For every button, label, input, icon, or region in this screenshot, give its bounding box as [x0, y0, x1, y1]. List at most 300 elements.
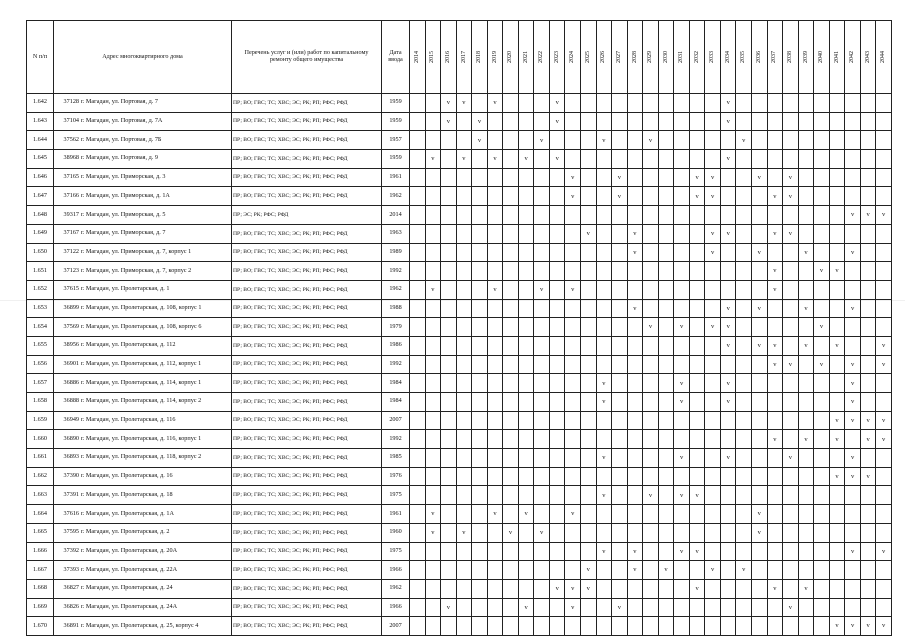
- schedule-cell-2038: [783, 505, 799, 524]
- schedule-cell-2043: [860, 523, 876, 542]
- schedule-cell-2020: [503, 224, 519, 243]
- schedule-cell-2030: [658, 187, 674, 206]
- checkmark: v: [773, 286, 777, 294]
- schedule-cell-2024: [565, 112, 581, 131]
- schedule-cell-2023: [549, 224, 565, 243]
- schedule-cell-2022: [534, 374, 550, 393]
- address-cell: [54, 374, 232, 393]
- schedule-cell-2017: [456, 579, 472, 598]
- schedule-cell-2044: [876, 318, 892, 337]
- schedule-cell-2042: [845, 486, 861, 505]
- checkmark: v: [648, 323, 653, 331]
- schedule-cell-2035: [736, 150, 752, 169]
- schedule-cell-2036: [752, 131, 768, 150]
- schedule-cell-2038: [783, 224, 799, 243]
- schedule-cell-2019: [487, 617, 503, 636]
- schedule-cell-2020: [503, 262, 519, 281]
- schedule-cell-2037: [767, 598, 783, 617]
- schedule-cell-2037: [767, 280, 783, 299]
- schedule-cell-2017: [456, 206, 472, 225]
- services-cell: ПР; ВО; ГВС; ТС; ХВС; ЭС; РК; РП; РФС; РФД: [232, 542, 382, 561]
- schedule-cell-2044: [876, 336, 892, 355]
- schedule-cell-2040: [814, 355, 830, 374]
- schedule-cell-2039: [798, 243, 814, 262]
- table-row: [27, 131, 892, 150]
- schedule-cell-2033: [705, 187, 721, 206]
- schedule-cell-2031: [674, 598, 690, 617]
- schedule-cell-2040: [814, 542, 830, 561]
- house-code: 36886: [63, 378, 79, 386]
- checkmark: v: [773, 267, 777, 275]
- schedule-cell-2022: [534, 561, 550, 580]
- schedule-cell-2017: [456, 467, 472, 486]
- schedule-cell-2042: [845, 430, 861, 449]
- schedule-cell-2043: [860, 561, 876, 580]
- schedule-cell-2030: [658, 505, 674, 524]
- schedule-cell-2016: [441, 168, 457, 187]
- address-text: г. Магадан, ул. Пролетарская, д. 1: [81, 285, 170, 293]
- schedule-cell-2039: [798, 542, 814, 561]
- year-label: 2016: [445, 51, 451, 63]
- house-code: 36901: [63, 360, 79, 367]
- schedule-cell-2036: [752, 579, 768, 598]
- schedule-cell-2026: [596, 467, 612, 486]
- schedule-cell-2022: [534, 243, 550, 262]
- schedule-cell-2014: [410, 318, 426, 337]
- schedule-cell-2037: [767, 617, 783, 636]
- schedule-cell-2024: [565, 617, 581, 636]
- header-year-2037: [767, 21, 783, 94]
- schedule-cell-2028: [627, 318, 643, 337]
- schedule-cell-2015: [425, 393, 441, 412]
- schedule-cell-2026: [596, 374, 612, 393]
- schedule-cell-2034: [720, 206, 736, 225]
- schedule-cell-2027: [612, 187, 628, 206]
- schedule-cell-2023: [549, 206, 565, 225]
- schedule-cell-2044: [876, 168, 892, 187]
- schedule-cell-2017: [456, 411, 472, 430]
- schedule-cell-2038: [783, 542, 799, 561]
- services-cell: ПР; ВО; ГВС; ТС; ХВС; ЭС; РК; РП; РФС; РФД: [232, 280, 382, 299]
- schedule-cell-2041: [829, 224, 845, 243]
- schedule-cell-2019: [487, 94, 503, 113]
- schedule-cell-2016: [441, 542, 457, 561]
- schedule-cell-2035: [736, 131, 752, 150]
- house-code: 37166: [63, 191, 79, 199]
- house-code: 39317: [63, 210, 79, 218]
- schedule-cell-2039: [798, 617, 814, 636]
- schedule-cell-2015: [425, 318, 441, 337]
- house-code: 37393: [63, 565, 79, 573]
- schedule-cell-2020: [503, 505, 519, 524]
- year-built-cell: 2014: [382, 206, 410, 225]
- schedule-cell-2036: [752, 224, 768, 243]
- table-row: [27, 262, 892, 281]
- schedule-cell-2033: [705, 299, 721, 318]
- address-text: г. Магадан, ул. Портовая, д. 9: [81, 154, 158, 162]
- schedule-cell-2021: [518, 280, 534, 299]
- schedule-cell-2037: [767, 430, 783, 449]
- address-text: г. Магадан, ул. Портовая, д. 7А: [81, 117, 163, 125]
- schedule-cell-2025: [581, 355, 597, 374]
- schedule-cell-2039: [798, 187, 814, 206]
- row-number: 1.643: [27, 112, 54, 131]
- schedule-cell-2038: [783, 430, 799, 449]
- schedule-cell-2015: [425, 187, 441, 206]
- schedule-cell-2030: [658, 579, 674, 598]
- schedule-cell-2025: [581, 187, 597, 206]
- schedule-cell-2020: [503, 243, 519, 262]
- schedule-cell-2030: [658, 542, 674, 561]
- year-built-cell: 1984: [382, 374, 410, 393]
- year-built-cell: 1966: [382, 561, 410, 580]
- schedule-cell-2027: [612, 523, 628, 542]
- schedule-cell-2033: [705, 430, 721, 449]
- schedule-cell-2032: [689, 318, 705, 337]
- schedule-cell-2027: [612, 430, 628, 449]
- schedule-cell-2027: [612, 94, 628, 113]
- schedule-cell-2026: [596, 355, 612, 374]
- schedule-cell-2030: [658, 430, 674, 449]
- address-cell: [54, 411, 232, 430]
- schedule-cell-2024: [565, 94, 581, 113]
- schedule-cell-2037: [767, 224, 783, 243]
- checkmark: v: [555, 99, 559, 107]
- house-code: 37165: [63, 173, 79, 181]
- schedule-cell-2034: [720, 542, 736, 561]
- services-cell: ПР; ВО; ГВС; ТС; ХВС; ЭС; РК; РП; РФС; РФД: [232, 467, 382, 486]
- schedule-cell-2041: [829, 374, 845, 393]
- schedule-cell-2036: [752, 449, 768, 468]
- schedule-cell-2037: [767, 467, 783, 486]
- row-number: 1.667: [27, 561, 54, 580]
- checkmark: v: [819, 360, 824, 368]
- checkmark: v: [555, 117, 559, 125]
- schedule-cell-2022: [534, 579, 550, 598]
- table-row: [27, 598, 892, 617]
- table-row: [27, 411, 892, 430]
- row-number: 1.648: [27, 206, 54, 225]
- year-built-cell: 1957: [382, 131, 410, 150]
- row-number: 1.662: [27, 467, 54, 486]
- schedule-cell-2025: [581, 318, 597, 337]
- schedule-cell-2029: [643, 243, 659, 262]
- schedule-cell-2025: [581, 505, 597, 524]
- schedule-cell-2027: [612, 262, 628, 281]
- services-cell: ПР; ВО; ГВС; ТС; ХВС; ЭС; РК; РП; РФС; РФД: [232, 617, 382, 636]
- schedule-cell-2032: [689, 243, 705, 262]
- schedule-cell-2036: [752, 336, 768, 355]
- schedule-cell-2040: [814, 393, 830, 412]
- schedule-cell-2035: [736, 542, 752, 561]
- schedule-cell-2038: [783, 598, 799, 617]
- page-fold-line: [0, 300, 905, 301]
- schedule-cell-2027: [612, 579, 628, 598]
- schedule-cell-2044: [876, 505, 892, 524]
- schedule-cell-2027: [612, 486, 628, 505]
- schedule-cell-2020: [503, 598, 519, 617]
- schedule-cell-2022: [534, 187, 550, 206]
- schedule-cell-2030: [658, 486, 674, 505]
- schedule-cell-2040: [814, 467, 830, 486]
- schedule-cell-2044: [876, 224, 892, 243]
- checkmark: v: [711, 173, 715, 181]
- schedule-cell-2014: [410, 393, 426, 412]
- row-number: 1.651: [27, 262, 54, 281]
- schedule-cell-2024: [565, 150, 581, 169]
- address-cell: [54, 355, 232, 374]
- schedule-cell-2043: [860, 411, 876, 430]
- schedule-cell-2026: [596, 523, 612, 542]
- schedule-cell-2015: [425, 374, 441, 393]
- checkmark: v: [726, 304, 730, 312]
- schedule-cell-2015: [425, 486, 441, 505]
- schedule-cell-2017: [456, 336, 472, 355]
- schedule-cell-2018: [472, 523, 488, 542]
- schedule-cell-2039: [798, 598, 814, 617]
- address-cell: [54, 449, 232, 468]
- table-row: [27, 112, 892, 131]
- schedule-cell-2042: [845, 449, 861, 468]
- address-text: г. Магадан, ул. Пролетарская, д. 20А: [81, 546, 178, 554]
- schedule-cell-2015: [425, 542, 441, 561]
- house-code: 37391: [63, 490, 79, 498]
- schedule-cell-2016: [441, 112, 457, 131]
- schedule-cell-2018: [472, 374, 488, 393]
- schedule-cell-2029: [643, 336, 659, 355]
- schedule-cell-2023: [549, 243, 565, 262]
- schedule-cell-2025: [581, 299, 597, 318]
- checkmark: v: [757, 529, 761, 537]
- schedule-cell-2016: [441, 262, 457, 281]
- schedule-cell-2016: [441, 131, 457, 150]
- schedule-cell-2024: [565, 542, 581, 561]
- schedule-cell-2030: [658, 336, 674, 355]
- table-row: [27, 467, 892, 486]
- schedule-cell-2015: [425, 430, 441, 449]
- house-code: 37128: [63, 98, 79, 106]
- schedule-cell-2039: [798, 299, 814, 318]
- schedule-cell-2019: [487, 150, 503, 169]
- address-cell: [54, 318, 232, 337]
- schedule-cell-2020: [503, 523, 519, 542]
- schedule-cell-2023: [549, 94, 565, 113]
- year-label: 2022: [538, 51, 545, 63]
- schedule-cell-2018: [472, 262, 488, 281]
- schedule-cell-2030: [658, 224, 674, 243]
- schedule-cell-2038: [783, 467, 799, 486]
- checkmark: v: [773, 192, 777, 200]
- schedule-cell-2016: [441, 561, 457, 580]
- schedule-cell-2027: [612, 617, 628, 636]
- schedule-cell-2024: [565, 243, 581, 262]
- schedule-cell-2033: [705, 523, 721, 542]
- schedule-cell-2043: [860, 262, 876, 281]
- services-cell: ПР; ВО; ГВС; ТС; ХВС; ЭС; РК; РП; РФС; РФД: [232, 299, 382, 318]
- schedule-cell-2017: [456, 280, 472, 299]
- schedule-cell-2034: [720, 150, 736, 169]
- schedule-cell-2033: [705, 374, 721, 393]
- schedule-cell-2026: [596, 505, 612, 524]
- schedule-cell-2043: [860, 486, 876, 505]
- schedule-cell-2015: [425, 523, 441, 542]
- row-number: 1.654: [27, 318, 54, 337]
- schedule-cell-2014: [410, 187, 426, 206]
- schedule-cell-2028: [627, 131, 643, 150]
- year-label: 2034: [724, 51, 731, 63]
- schedule-cell-2031: [674, 374, 690, 393]
- schedule-cell-2016: [441, 150, 457, 169]
- schedule-cell-2026: [596, 131, 612, 150]
- header-year-2034: [720, 21, 736, 94]
- schedule-cell-2043: [860, 505, 876, 524]
- header-year-2043: [860, 21, 876, 94]
- checkmark: v: [773, 435, 777, 443]
- schedule-cell-2036: [752, 94, 768, 113]
- schedule-cell-2032: [689, 411, 705, 430]
- schedule-cell-2038: [783, 280, 799, 299]
- schedule-cell-2025: [581, 262, 597, 281]
- schedule-cell-2029: [643, 561, 659, 580]
- schedule-cell-2027: [612, 336, 628, 355]
- schedule-cell-2043: [860, 112, 876, 131]
- schedule-cell-2026: [596, 262, 612, 281]
- address-cell: [54, 523, 232, 542]
- address-cell: [54, 112, 232, 131]
- schedule-cell-2038: [783, 393, 799, 412]
- address-text: г. Магадан, ул. Портовая, д. 7Б: [81, 135, 162, 143]
- year-label: 2029: [647, 51, 654, 63]
- schedule-cell-2019: [487, 579, 503, 598]
- schedule-cell-2021: [518, 94, 534, 113]
- schedule-cell-2033: [705, 505, 721, 524]
- schedule-cell-2027: [612, 598, 628, 617]
- schedule-cell-2024: [565, 187, 581, 206]
- house-code: 37569: [63, 322, 79, 330]
- schedule-cell-2026: [596, 112, 612, 131]
- schedule-cell-2016: [441, 94, 457, 113]
- schedule-cell-2014: [410, 299, 426, 318]
- schedule-cell-2042: [845, 579, 861, 598]
- year-built-cell: 1959: [382, 150, 410, 169]
- schedule-cell-2022: [534, 206, 550, 225]
- schedule-cell-2017: [456, 355, 472, 374]
- schedule-cell-2030: [658, 617, 674, 636]
- schedule-cell-2043: [860, 168, 876, 187]
- schedule-cell-2027: [612, 318, 628, 337]
- address-text: г. Магадан, ул. Приморская, д. 7, корпус 1: [81, 247, 192, 255]
- schedule-cell-2040: [814, 336, 830, 355]
- schedule-cell-2031: [674, 579, 690, 598]
- header-year-2018: [472, 21, 488, 94]
- services-cell: ПР; ВО; ГВС; ТС; ХВС; ЭС; РК; РП; РФС; РФД: [232, 430, 382, 449]
- checkmark: v: [866, 622, 870, 630]
- year-built-cell: 1962: [382, 187, 410, 206]
- address-text: г. Магадан, ул. Пролетарская, д. 1А: [81, 509, 174, 517]
- checkmark: v: [648, 491, 653, 499]
- schedule-cell-2022: [534, 467, 550, 486]
- checkmark: v: [586, 585, 590, 593]
- schedule-cell-2017: [456, 523, 472, 542]
- address-cell: [54, 150, 232, 169]
- schedule-cell-2038: [783, 318, 799, 337]
- checkmark: v: [804, 248, 808, 256]
- schedule-cell-2019: [487, 131, 503, 150]
- schedule-cell-2030: [658, 318, 674, 337]
- schedule-cell-2020: [503, 561, 519, 580]
- schedule-cell-2015: [425, 224, 441, 243]
- checkmark: v: [788, 192, 793, 200]
- schedule-cell-2021: [518, 206, 534, 225]
- services-cell: ПР; ВО; ГВС; ТС; ХВС; ЭС; РК; РП; РФС; РФД: [232, 150, 382, 169]
- schedule-cell-2017: [456, 224, 472, 243]
- schedule-cell-2025: [581, 206, 597, 225]
- schedule-cell-2019: [487, 411, 503, 430]
- schedule-cell-2028: [627, 262, 643, 281]
- checkmark: v: [602, 379, 606, 387]
- table-row: [27, 243, 892, 262]
- year-label: 2019: [491, 51, 498, 63]
- schedule-cell-2026: [596, 336, 612, 355]
- schedule-cell-2026: [596, 150, 612, 169]
- schedule-cell-2031: [674, 112, 690, 131]
- checkmark: v: [882, 435, 886, 443]
- schedule-cell-2040: [814, 224, 830, 243]
- address-text: г. Магадан, ул. Пролетарская, д. 108, корпус 1: [81, 303, 202, 311]
- schedule-cell-2035: [736, 449, 752, 468]
- schedule-cell-2024: [565, 449, 581, 468]
- schedule-cell-2025: [581, 411, 597, 430]
- schedule-cell-2034: [720, 318, 736, 337]
- address-cell: [54, 486, 232, 505]
- schedule-cell-2029: [643, 542, 659, 561]
- schedule-cell-2043: [860, 224, 876, 243]
- schedule-cell-2018: [472, 449, 488, 468]
- address-cell: [54, 262, 232, 281]
- schedule-cell-2030: [658, 280, 674, 299]
- row-number: 1.663: [27, 486, 54, 505]
- schedule-cell-2042: [845, 542, 861, 561]
- schedule-cell-2033: [705, 243, 721, 262]
- year-built-cell: 1986: [382, 336, 410, 355]
- checkmark: v: [742, 136, 746, 144]
- year-label: 2020: [507, 51, 514, 63]
- schedule-cell-2028: [627, 336, 643, 355]
- schedule-cell-2033: [705, 112, 721, 131]
- address-text: г. Магадан, ул. Пролетарская, д. 16: [81, 472, 173, 480]
- schedule-cell-2020: [503, 486, 519, 505]
- schedule-cell-2014: [410, 449, 426, 468]
- header-year-2025: [581, 21, 597, 94]
- header-year-2036: [752, 21, 768, 94]
- schedule-cell-2034: [720, 467, 736, 486]
- schedule-cell-2020: [503, 187, 519, 206]
- schedule-cell-2023: [549, 299, 565, 318]
- address-text: г. Магадан, ул. Приморская, д. 5: [81, 210, 166, 218]
- schedule-cell-2044: [876, 449, 892, 468]
- schedule-cell-2028: [627, 94, 643, 113]
- schedule-cell-2033: [705, 336, 721, 355]
- checkmark: v: [493, 286, 497, 294]
- schedule-cell-2041: [829, 393, 845, 412]
- schedule-cell-2030: [658, 393, 674, 412]
- schedule-cell-2029: [643, 94, 659, 113]
- schedule-cell-2017: [456, 505, 472, 524]
- schedule-cell-2036: [752, 374, 768, 393]
- schedule-cell-2039: [798, 168, 814, 187]
- checkmark: v: [555, 585, 559, 593]
- header-year-2016: [441, 21, 457, 94]
